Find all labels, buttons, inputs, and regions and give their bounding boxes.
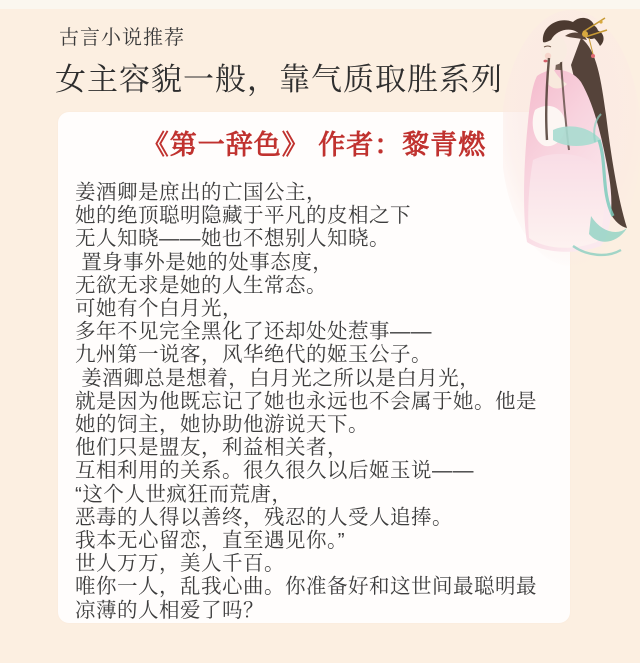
synopsis — [58, 181, 570, 622]
synopsis-line: 她的绝顶聪明隐藏于平凡的皮相之下 — [75, 204, 411, 228]
synopsis-line: 他们只是盟友，利益相关者， — [75, 436, 348, 460]
synopsis-line: 可她有个白月光， — [75, 297, 243, 321]
synopsis-line: “这个人世疯狂而荒唐， — [75, 482, 293, 506]
synopsis-line: 无欲无求是她的人生常态。 — [75, 273, 327, 297]
book-title: 《第一辞色》 作者：黎青燃 — [141, 130, 487, 160]
hanfu-lady-illustration — [503, 10, 640, 272]
synopsis-line: 互相利用的关系。很久很久以后姬玉说—— — [75, 459, 474, 483]
synopsis-line: 世人万万，美人千百。 — [75, 552, 285, 576]
synopsis-line: 恶毒的人得以善终，残忍的人受人追捧。 — [75, 505, 453, 529]
synopsis-line: 姜酒卿总是想着，白月光之所以是白月光， — [75, 366, 481, 390]
synopsis-line: 多年不见完全黑化了还却处处惹事—— — [75, 320, 432, 344]
synopsis-line: 凉薄的人相爱了吗？ — [75, 598, 264, 622]
category-tag: 古言小说推荐 — [59, 27, 185, 49]
top-strip — [0, 0, 640, 9]
synopsis-line: 置身事外是她的处事态度， — [75, 250, 334, 274]
synopsis-line: 姜酒卿是庶出的亡国公主， — [75, 181, 327, 204]
synopsis-line: 我本无心留恋，直至遇见你。” — [75, 529, 346, 553]
book-card — [58, 112, 570, 623]
synopsis-line: 唯你一人，乱我心曲。你准备好和这世间最聪明最 — [75, 575, 537, 599]
synopsis-line: 九州第一说客，风华绝代的姬玉公子。 — [75, 343, 432, 367]
synopsis-line: 她的饲主，她协助他游说天下。 — [75, 413, 369, 437]
page-title: 女主容貌一般，靠气质取胜系列 — [55, 62, 503, 97]
synopsis-line: 就是因为他既忘记了她也永远也不会属于她。他是 — [75, 389, 537, 413]
synopsis-line: 无人知晓——她也不想别人知晓。 — [75, 227, 390, 251]
